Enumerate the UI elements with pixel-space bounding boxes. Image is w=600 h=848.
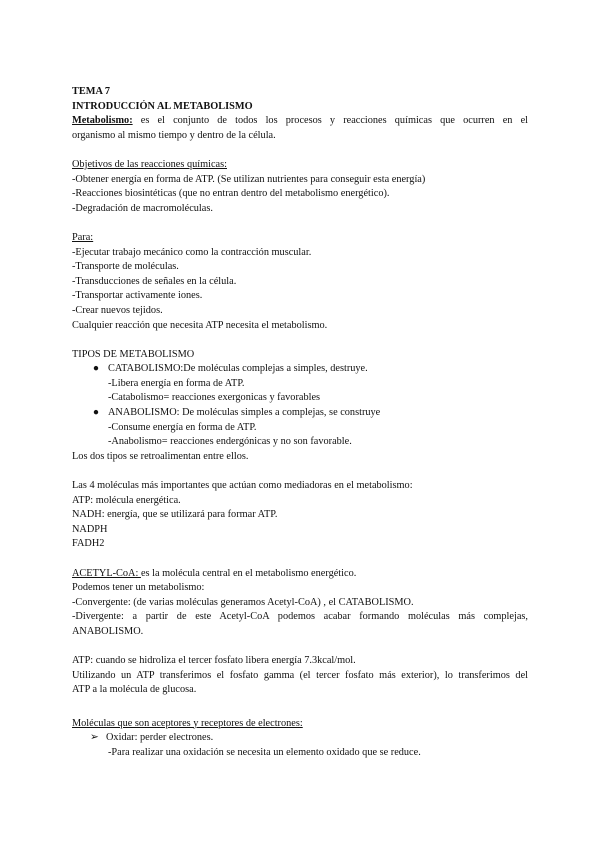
spacer: [72, 640, 528, 655]
moleculas-item: NADPH: [72, 523, 108, 535]
arrow-bullet-icon: ➢: [90, 732, 99, 744]
catabolismo-sub: -Catabolismo= reacciones exergonicas y favorables: [108, 392, 321, 404]
acetyl-definition: es la molécula central en el metabolismo energético.: [140, 567, 357, 579]
acetyl-term: ACETYL-CoA:: [72, 567, 141, 579]
bullet-icon: ●: [92, 363, 100, 375]
moleculas-intro: Las 4 moléculas más importantes que actúan como mediadoras en el metabolismo:: [72, 480, 413, 492]
chapter-title: INTRODUCCIÓN AL METABOLISMO: [72, 100, 253, 112]
acetyl-line2: Podemos tener un metabolismo:: [72, 582, 205, 594]
para-item: -Transportar activamente iones.: [72, 290, 203, 302]
acetyl-line3: -Convergente: (de varias moléculas generamos Acetyl-CoA) , el CATABOLISMO.: [72, 596, 414, 608]
electrones-heading: Moléculas que son aceptores y receptores de electrones:: [72, 717, 303, 729]
anabolismo-title: ANABOLISMO: De moléculas simples a complejas, se construye: [108, 407, 381, 419]
para-item: -Transducciones de señales en la célula.: [72, 275, 237, 287]
objetivos-heading: Objetivos de las reacciones químicas:: [72, 158, 227, 170]
document-page: [72, 85, 528, 760]
acetyl-line4: -Divergente: a partir de este Acetyl-CoA podemos acabar formando moléculas más complejas,: [72, 611, 528, 623]
chapter-number: TEMA 7: [72, 86, 111, 97]
acetyl-line5: ANABOLISMO.: [72, 625, 144, 637]
oxidar-text: Oxidar: perder electrones.: [106, 732, 214, 744]
tipos-heading: TIPOS DE METABOLISMO: [72, 348, 195, 360]
metabolismo-term: Metabolismo:: [72, 115, 133, 127]
moleculas-item: FADH2: [72, 538, 105, 550]
atp-line3: ATP a la molécula de glucosa.: [72, 684, 197, 696]
para-item: -Crear nuevos tejidos.: [72, 304, 163, 316]
electrones-item: [72, 731, 528, 746]
moleculas-item: ATP: molécula energética.: [72, 494, 181, 506]
objetivos-item: -Obtener energía en forma de ATP. (Se utilizan nutrientes para conseguir esta energía): [72, 173, 426, 185]
metabolismo-definition-text: es el conjunto de todos los procesos y reacciones químicas que ocurren en el: [132, 115, 528, 127]
para-item: -Transporte de moléculas.: [72, 261, 179, 273]
bullet-icon: ●: [92, 407, 100, 419]
para-closing: Cualquier reacción que necesita ATP necesita el metabolismo.: [72, 319, 328, 331]
electrones-sub: -Para realizar una oxidación se necesita un elemento oxidado que se reduce.: [108, 746, 421, 758]
spacer: [72, 216, 528, 231]
acetyl-line1: [72, 567, 528, 582]
catabolismo-title: CATABOLISMO:De moléculas complejas a simples, destruye.: [108, 363, 368, 375]
tipos-closing: Los dos tipos se retroalimentan entre ellos.: [72, 450, 249, 462]
anabolismo-sub: -Anabolismo= reacciones endergónicas y no son favorable.: [108, 436, 352, 448]
para-item: -Ejecutar trabajo mecánico como la contracción muscular.: [72, 246, 312, 258]
catabolismo-sub: -Libera energía en forma de ATP.: [108, 377, 245, 389]
moleculas-item: NADH: energía, que se utilizará para formar ATP.: [72, 509, 278, 521]
para-heading: Para:: [72, 231, 94, 243]
spacer: [72, 464, 528, 479]
spacer: [72, 698, 528, 713]
metabolismo-definition-line1: [72, 114, 528, 129]
atp-line1: ATP: cuando se hidroliza el tercer fosfato libera energía 7.3kcal/mol.: [72, 655, 356, 667]
anabolismo-item: [72, 406, 528, 421]
atp-line2: Utilizando un ATP transferimos el fosfato gamma (el tercer fosfato más exterior), lo transferimos del: [72, 669, 528, 681]
objetivos-item: -Reacciones biosintéticas (que no entran dentro del metabolismo energético).: [72, 188, 390, 200]
metabolismo-definition-line2: organismo al mismo tiempo y dentro de la célula.: [72, 129, 276, 141]
spacer: [72, 552, 528, 567]
spacer: [72, 333, 528, 348]
anabolismo-sub: -Consume energía en forma de ATP.: [108, 421, 257, 433]
spacer: [72, 143, 528, 158]
catabolismo-item: [72, 362, 528, 377]
objetivos-item: -Degradación de macromoléculas.: [72, 202, 213, 214]
